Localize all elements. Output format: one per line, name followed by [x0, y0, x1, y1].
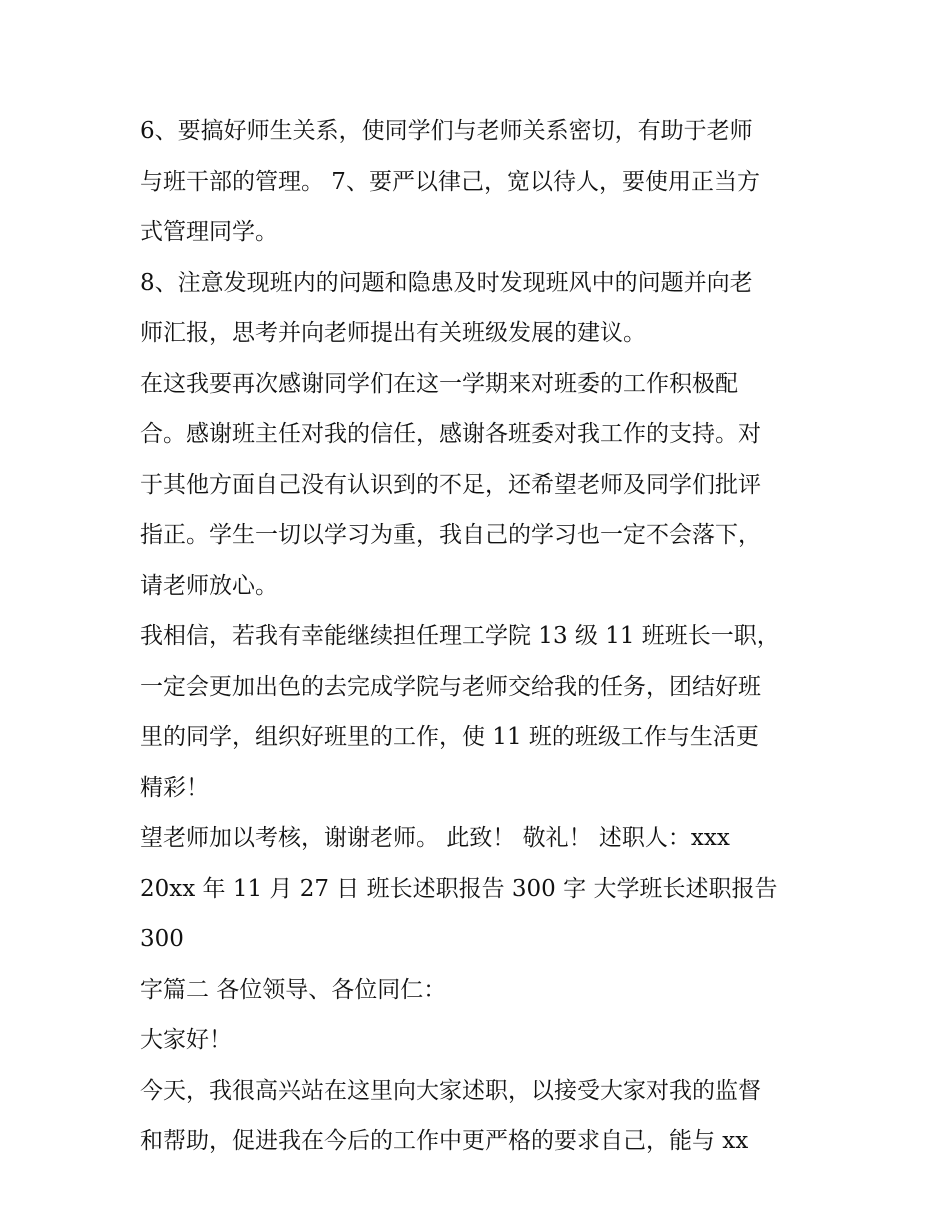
- text-line: 合。感谢班主任对我的信任，感谢各班委对我工作的支持。对: [140, 421, 761, 447]
- text-line: 一定会更加出色的去完成学院与老师交给我的任务，团结好班: [140, 673, 761, 700]
- text-line: 在这我要再次感谢同学们在这一学期来对班委的工作积极配: [140, 370, 738, 397]
- text-line: 今天，我很高兴站在这里向大家述职，以接受大家对我的监督: [140, 1077, 761, 1104]
- text-line: 师汇报，思考并向老师提出有关班级发展的建议。: [140, 320, 646, 346]
- text-line: 6、要搞好师生关系，使同学们与老师关系密切，有助于老师: [140, 118, 753, 144]
- text-line: 请老师放心。: [140, 572, 278, 599]
- document-page: [140, 106, 820, 1167]
- text-line: 8、注意发现班内的问题和隐患及时发现班风中的问题并向老: [140, 269, 753, 296]
- text-line: 20xx 年 11 月 27 日 班长述职报告 300 字 大学班长述职报告 300: [140, 875, 785, 952]
- text-line: 望老师加以考核，谢谢老师。 此致！ 敬礼！ 述职人：xxx: [140, 825, 730, 851]
- text-line: 字篇二 各位领导、各位同仁：: [140, 976, 447, 1003]
- text-line: 于其他方面自己没有认识到的不足，还希望老师及同学们批评: [140, 471, 761, 498]
- text-line: 大家好！: [140, 1027, 232, 1053]
- text-line: 式管理同学。: [140, 219, 278, 245]
- text-line: 与班干部的管理。 7、要严以律己，宽以待人，要使用正当方: [140, 168, 760, 195]
- text-line: 精彩！: [140, 774, 209, 801]
- text-line: 我相信，若我有幸能继续担任理工学院 13 级 11 班班长一职，: [140, 623, 780, 649]
- text-line: 和帮助，促进我在今后的工作中更严格的要求自己，能与 xx: [140, 1128, 749, 1154]
- text-line: 里的同学，组织好班里的工作，使 11 班的班级工作与生活更: [140, 724, 759, 750]
- text-line: 指正。学生一切以学习为重，我自己的学习也一定不会落下，: [140, 522, 761, 548]
